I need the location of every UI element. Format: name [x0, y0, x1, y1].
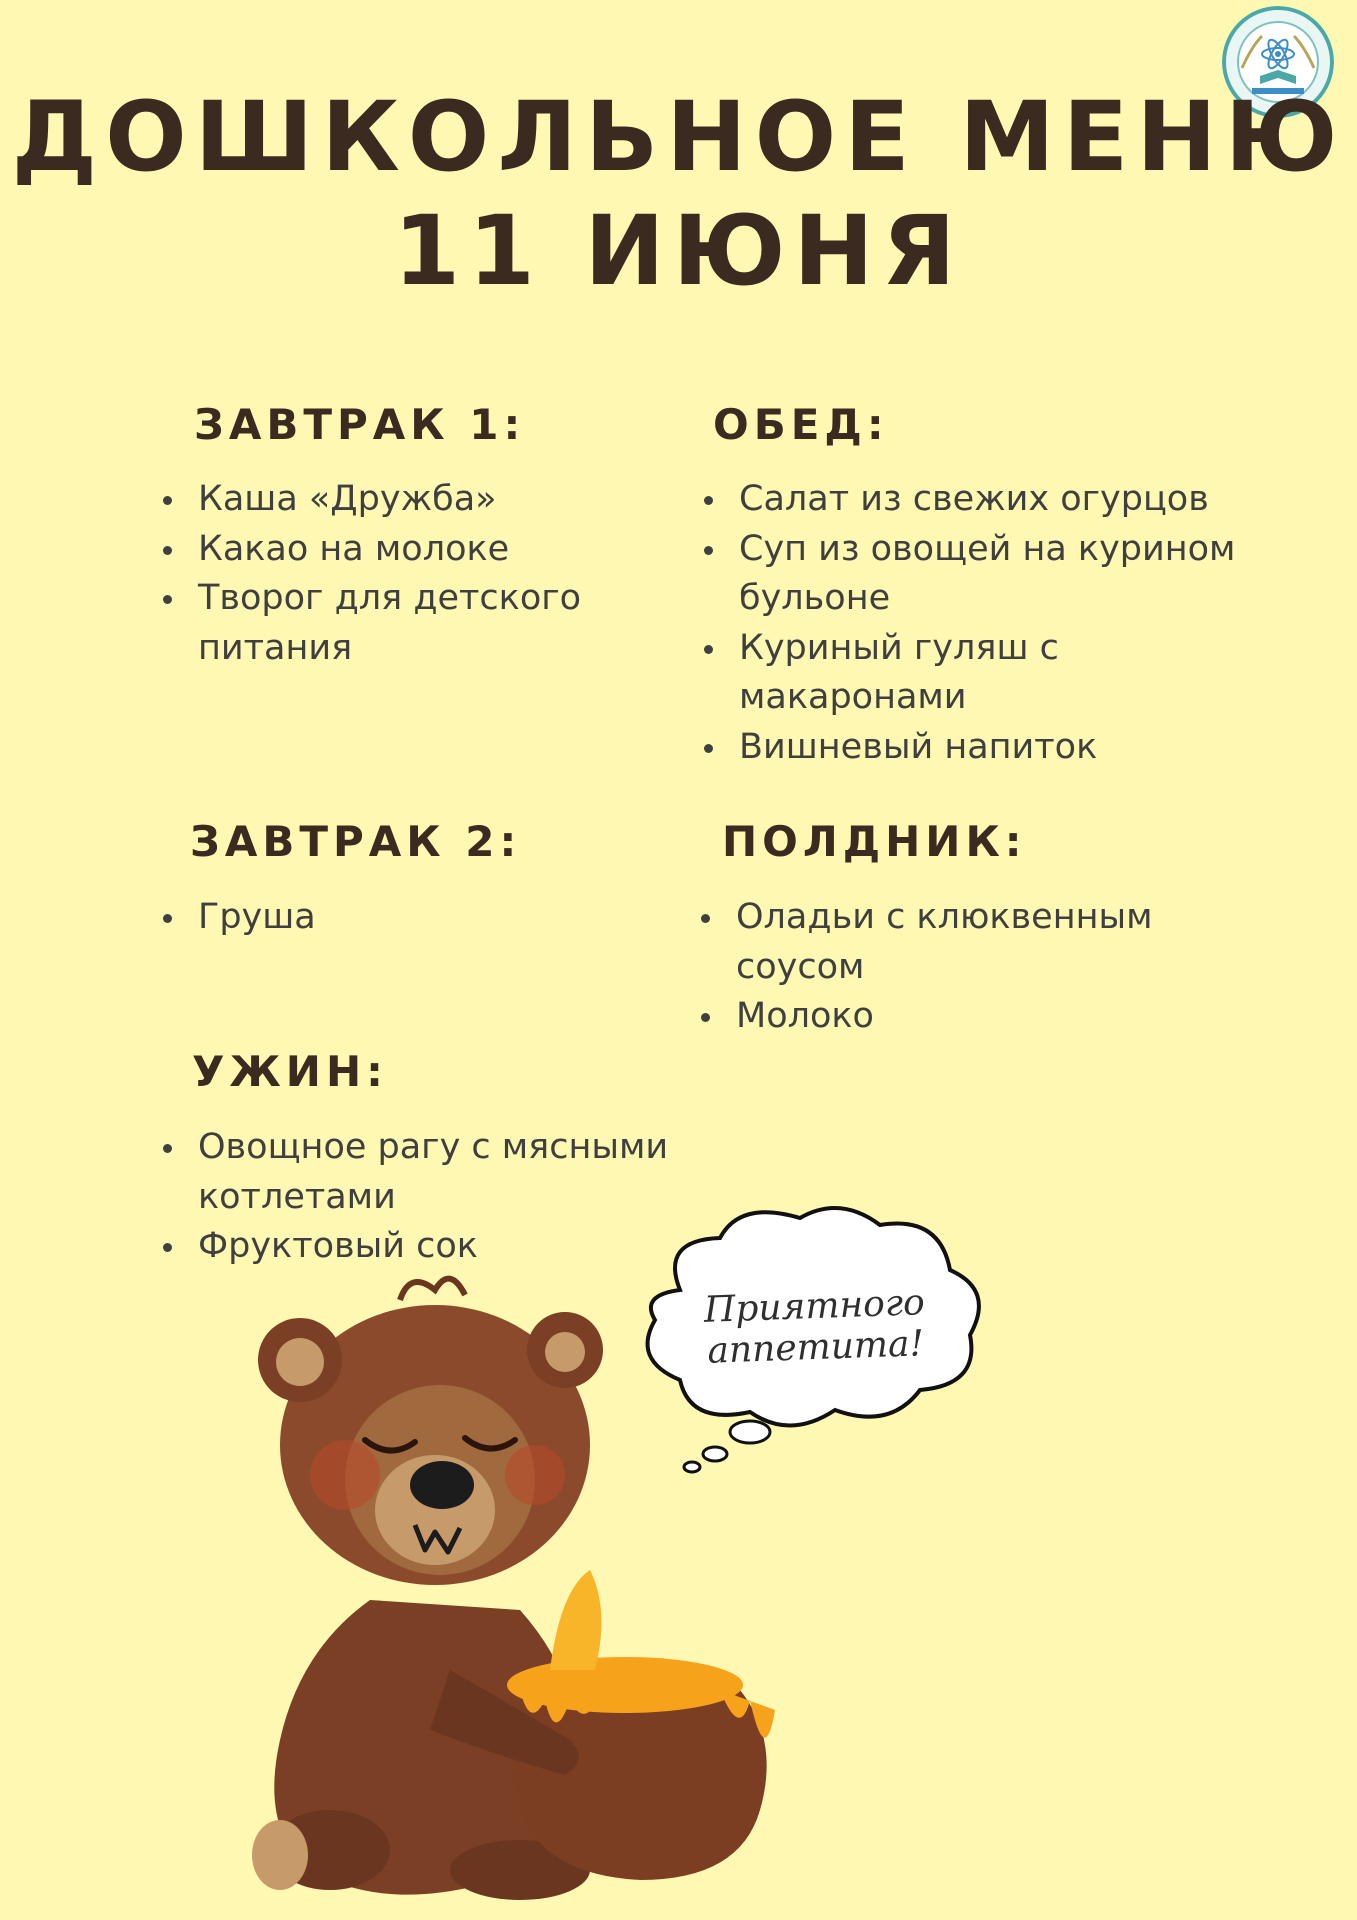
title-line-1: ДОШКОЛЬНОЕ МЕНЮ [11, 81, 1346, 193]
breakfast-1-list [162, 475, 682, 673]
list-item: Творог для детского питания [162, 574, 618, 673]
lunch-list [703, 475, 1263, 772]
list-item: Вишневый напиток [703, 723, 1263, 773]
breakfast-2-list [162, 893, 682, 943]
bubble-text: Приятного аппетита! [703, 1282, 926, 1372]
dinner-heading: УЖИН: [192, 1047, 388, 1096]
breakfast-1-heading: ЗАВТРАК 1: [194, 400, 526, 449]
list-item: Салат из свежих огурцов [703, 475, 1263, 525]
list-item: Куриный гуляш с макаронами [703, 624, 1079, 723]
list-item: Каша «Дружба» [162, 475, 682, 525]
snack-heading: ПОЛДНИК: [722, 817, 1027, 866]
title-line-2: 11 ИЮНЯ [393, 195, 964, 307]
snack-list [700, 893, 1260, 1042]
list-item: Груша [162, 893, 682, 943]
list-item: Какао на молоке [162, 525, 682, 575]
list-item: Оладьи с клюквенным соусом [700, 893, 1206, 992]
list-item: Овощное рагу с мясными котлетами [162, 1123, 722, 1222]
bear-with-honey-pot-illustration [220, 1270, 840, 1910]
lunch-heading: ОБЕД: [713, 400, 889, 449]
page-title [0, 80, 1357, 308]
list-item: Молоко [700, 992, 1260, 1042]
list-item: Фруктовый сок [162, 1222, 722, 1272]
breakfast-2-heading: ЗАВТРАК 2: [190, 817, 522, 866]
list-item: Суп из овощей на курином бульоне [703, 525, 1263, 624]
